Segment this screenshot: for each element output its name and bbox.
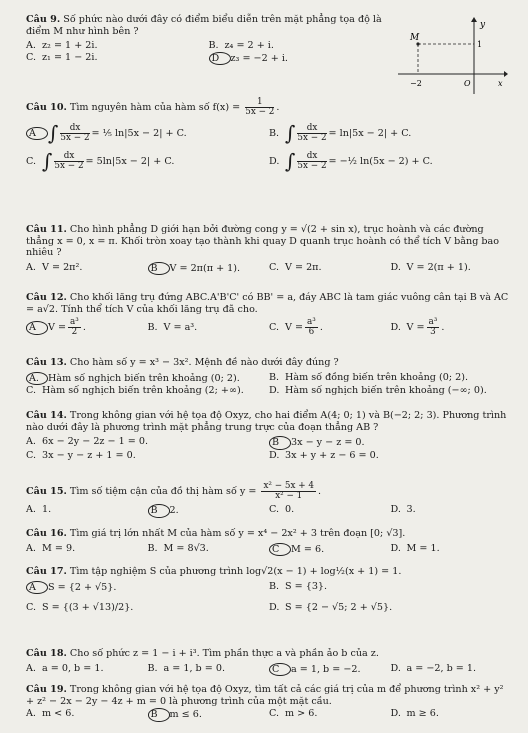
question-text: Cho số phức z = 1 − i + i³. Tìm phần thực a và phần ảo b của z. — [69, 648, 379, 659]
option-b[interactable] — [148, 322, 270, 334]
option-text: = 5ln|5x − 2| + C. — [85, 155, 175, 167]
denominator: 5x − 2 — [297, 160, 327, 171]
question-number: Câu 12. — [26, 292, 67, 303]
option-c[interactable] — [26, 602, 269, 614]
option-end: . — [319, 322, 323, 334]
question-number: Câu 9. — [26, 14, 61, 25]
option-d[interactable] — [391, 262, 513, 276]
option-b[interactable] — [269, 581, 512, 595]
question-number: Câu 14. — [26, 410, 67, 421]
option-label: A. — [26, 542, 36, 554]
y-axis-arrow — [471, 17, 477, 22]
question-12-stem — [26, 292, 512, 315]
integrand — [54, 152, 83, 171]
answer-options — [26, 318, 512, 337]
option-label: D. — [390, 542, 401, 554]
option-b[interactable] — [269, 121, 512, 146]
numerator: 1 — [245, 98, 274, 108]
option-label: A. — [26, 261, 36, 273]
tick-label-1: 1 — [477, 40, 483, 49]
option-c[interactable] — [269, 543, 391, 557]
option-text: M = 1. — [406, 542, 440, 554]
question-number: Câu 16. — [26, 528, 67, 539]
y-label: y — [480, 20, 486, 30]
m-label: M — [410, 33, 420, 43]
option-c[interactable] — [269, 708, 391, 722]
option-b[interactable] — [148, 663, 270, 677]
option-text: S = {3}. — [285, 580, 328, 592]
option-label: B. — [269, 127, 280, 139]
question-9-stem — [26, 14, 391, 37]
question-text: Cho hình phẳng D giới hạn bởi đường cong y = √(2 + sin x), trục hoành và các đường thẳng x = 0, x = π. Khối tròn xoay tạo thành khi quay D quanh trục hoành có thể tích V bằng bao nhiêu ? — [26, 224, 500, 258]
option-a[interactable] — [26, 121, 269, 146]
option-text: S = {2 + √5}. — [48, 581, 117, 593]
integral-sign: ∫ — [285, 121, 296, 146]
option-label: D. — [390, 662, 401, 674]
option-label-circled: D — [209, 52, 231, 66]
option-end: . — [82, 322, 86, 334]
question-11 — [26, 224, 512, 275]
option-text: z₃ = −2 + i. — [230, 52, 288, 64]
origin-label: O — [464, 79, 471, 88]
option-text: 1. — [42, 504, 52, 516]
tick-label-minus-2: −2 — [410, 79, 422, 88]
option-label: D. — [269, 385, 280, 396]
option-label: B. — [269, 371, 280, 383]
option-text: = −½ ln(5x − 2) + C. — [328, 155, 433, 167]
numerator: x² − 5x + 4 — [263, 481, 315, 491]
option-b[interactable] — [269, 372, 512, 386]
x-label: x — [498, 79, 503, 88]
option-label: B. — [269, 580, 280, 592]
option-text: a = 1, b = −2. — [291, 663, 361, 675]
denominator: 5x − 2 — [54, 160, 84, 171]
option-text: V = — [48, 322, 67, 334]
integral-sign: ∫ — [285, 149, 296, 174]
option-label: B. — [147, 662, 158, 674]
option-a[interactable] — [26, 504, 148, 518]
question-text: Tìm nguyên hàm của hàm số f(x) = — [69, 102, 241, 114]
option-d[interactable] — [391, 663, 513, 677]
option-c[interactable] — [26, 149, 269, 174]
option-b[interactable] — [148, 262, 270, 276]
answer-options — [26, 40, 391, 65]
function-fraction — [261, 482, 316, 501]
integral-sign: ∫ — [48, 121, 59, 146]
question-number: Câu 11. — [26, 224, 67, 235]
denominator: 5x − 2 — [245, 107, 275, 118]
option-text: a = 0, b = 1. — [42, 662, 104, 674]
option-label: B. — [208, 40, 219, 51]
option-d[interactable] — [269, 450, 512, 462]
option-fraction — [427, 318, 440, 337]
option-label: C. — [26, 51, 37, 63]
option-fraction — [68, 318, 81, 337]
answer-options — [26, 121, 512, 146]
option-text: Hàm số nghịch biến trên khoảng (−∞; 0). — [285, 385, 487, 396]
option-a[interactable] — [26, 436, 269, 450]
option-c[interactable] — [26, 385, 269, 397]
option-text: Hàm số nghịch biến trên khoảng (2; +∞). — [42, 385, 244, 396]
question-10 — [26, 97, 512, 174]
option-label: B. — [147, 542, 158, 554]
option-text: 3x − y − z + 1 = 0. — [42, 449, 136, 461]
option-label-circled: C — [269, 663, 291, 677]
option-a[interactable] — [26, 262, 148, 276]
denominator: 5x − 2 — [297, 132, 327, 143]
option-text: Hàm số nghịch biến trên khoảng (0; 2). — [48, 372, 240, 384]
option-label-circled: B — [269, 436, 291, 450]
option-text: V = 2π². — [42, 261, 83, 273]
option-label-circled: B — [148, 504, 170, 518]
option-text: M = 9. — [42, 542, 76, 554]
option-label: C. — [26, 155, 37, 167]
question-number: Câu 18. — [26, 648, 67, 659]
integrand — [297, 152, 326, 171]
option-label: C. — [269, 322, 280, 334]
option-c[interactable] — [269, 262, 391, 276]
option-b[interactable] — [269, 436, 512, 450]
option-label: A. — [26, 662, 36, 674]
option-text: S = {2 − √5; 2 + √5}. — [285, 602, 393, 613]
complex-plane-figure — [398, 16, 508, 94]
question-text: Tìm giá trị lớn nhất M của hàm số y = x⁴ − 2x² + 3 trên đoạn [0; √3]. — [69, 528, 406, 539]
option-c[interactable] — [269, 318, 391, 337]
option-label: C. — [269, 708, 280, 719]
answer-options — [26, 436, 512, 461]
question-17-stem — [26, 566, 512, 578]
option-d[interactable] — [269, 149, 512, 174]
option-label: A. — [26, 504, 36, 516]
option-text: 3. — [406, 504, 416, 516]
option-label: C. — [269, 261, 280, 273]
option-d[interactable] — [269, 602, 512, 614]
option-b[interactable] — [148, 543, 270, 557]
option-end: . — [441, 322, 445, 334]
question-text: Cho hàm số y = x³ − 3x². Mệnh đề nào dưới đây đúng ? — [69, 357, 339, 368]
option-fraction — [305, 318, 318, 337]
answer-options — [26, 543, 512, 557]
question-18 — [26, 648, 512, 676]
option-b[interactable] — [148, 708, 270, 722]
option-label-circled: B — [148, 262, 170, 276]
question-text: Tìm số tiệm cận của đồ thị hàm số y = — [69, 486, 257, 498]
question-number: Câu 10. — [26, 102, 67, 114]
answer-options — [26, 663, 512, 677]
integrand — [297, 124, 326, 143]
denominator: 2 — [71, 327, 78, 338]
question-15 — [26, 482, 512, 518]
answer-options — [26, 504, 512, 518]
option-label: D. — [390, 708, 401, 719]
option-label-circled: A — [26, 321, 48, 335]
question-18-stem — [26, 648, 512, 660]
option-text: = ⅕ ln|5x − 2| + C. — [91, 127, 187, 139]
option-d[interactable] — [391, 543, 513, 557]
option-c[interactable] — [269, 504, 391, 518]
question-number: Câu 15. — [26, 486, 67, 498]
option-d[interactable] — [391, 318, 513, 337]
option-c[interactable] — [269, 663, 391, 677]
option-c[interactable] — [26, 52, 209, 66]
numerator: dx — [54, 152, 83, 162]
question-14 — [26, 410, 512, 461]
option-text: a = −2, b = 1. — [406, 662, 477, 674]
option-label-circled: A — [26, 581, 48, 595]
numerator: dx — [297, 124, 326, 134]
option-b[interactable] — [148, 504, 270, 518]
question-13-stem — [26, 357, 512, 369]
option-label: A. — [26, 40, 36, 51]
option-text: 3x − y − z = 0. — [291, 437, 365, 448]
option-label: C. — [26, 449, 37, 461]
question-number: Câu 13. — [26, 357, 67, 368]
denominator: x² − 1 — [275, 491, 303, 502]
option-label: A. — [26, 436, 36, 447]
option-text: = ln|5x − 2| + C. — [328, 127, 412, 139]
option-label: D. — [269, 602, 280, 613]
option-text: m > 6. — [285, 708, 318, 719]
answer-options — [26, 149, 512, 174]
numerator: a³ — [307, 317, 316, 327]
question-number: Câu 17. — [26, 566, 67, 577]
option-text: m < 6. — [42, 708, 75, 719]
option-label: A. — [26, 708, 36, 719]
question-9 — [26, 14, 391, 65]
denominator: 5x − 2 — [60, 132, 90, 143]
numerator: dx — [297, 152, 326, 162]
answer-options — [26, 708, 512, 722]
question-number: Câu 19. — [26, 684, 67, 695]
question-16 — [26, 528, 512, 556]
option-label-circled: B — [148, 708, 170, 722]
question-text: Trong không gian với hệ tọa độ Oxyz, cho hai điểm A(4; 0; 1) và B(−2; 2; 3). Phương trình nào dưới đây là phương trình mặt phẳng trung trực của đoạn thẳng AB ? — [26, 410, 507, 433]
option-label: C. — [26, 602, 37, 613]
option-d[interactable] — [391, 504, 513, 518]
option-a[interactable] — [26, 581, 269, 595]
question-15-stem: Câu 15. Tìm số tiệm cận của đồ thị hàm số y = $\frac{\text{x² − 5x + 4}}{\text{x² − 1}}$ . — [26, 481, 322, 502]
option-text: Hàm số đồng biến trên khoảng (0; 2). — [285, 371, 469, 383]
option-b[interactable] — [209, 40, 392, 52]
question-text: Tìm tập nghiệm S của phương trình log√2(x − 1) + log½(x + 1) = 1. — [69, 566, 402, 577]
option-label: B. — [147, 321, 158, 333]
option-label: D. — [269, 155, 280, 167]
option-d[interactable] — [391, 708, 513, 722]
integrand — [60, 124, 89, 143]
option-label: D. — [390, 261, 401, 273]
numerator: a³ — [428, 317, 438, 327]
option-a[interactable] — [26, 40, 209, 52]
option-text: z₄ = 2 + i. — [224, 40, 274, 51]
question-17 — [26, 566, 512, 614]
option-text: a = 1, b = 0. — [163, 662, 225, 674]
question-16-stem — [26, 528, 512, 540]
option-d[interactable] — [209, 52, 392, 66]
option-text: V = 2π. — [285, 261, 322, 273]
question-19-stem — [26, 684, 512, 707]
option-label: C. — [269, 504, 280, 516]
option-text: M = 8√3. — [163, 542, 209, 554]
answer-options — [26, 262, 512, 276]
option-label-circled: A. — [26, 372, 48, 386]
numerator: a³ — [70, 317, 79, 327]
option-a[interactable] — [26, 663, 148, 677]
option-text: 2. — [169, 505, 179, 517]
option-text: z₂ = 1 + 2i. — [42, 40, 98, 51]
answer-options — [26, 372, 512, 397]
option-c[interactable] — [26, 450, 269, 462]
option-text: V = — [406, 322, 425, 334]
denominator: 3 — [430, 327, 436, 338]
option-label-circled: C — [269, 543, 291, 557]
answer-options — [26, 581, 512, 614]
option-label: C. — [26, 385, 37, 396]
question-11-stem — [26, 224, 512, 259]
question-text: Trong không gian với hệ tọa độ Oxyz, tìm tất cả các giá trị của m để phương trình x² + y² + z² − 2x − 2y − 4z + m = 0 là phương trình của một mặt cầu. — [26, 684, 504, 707]
option-text: M = 6. — [291, 543, 325, 555]
x-axis-arrow — [504, 71, 508, 77]
question-19 — [26, 684, 512, 722]
numerator: dx — [60, 124, 89, 134]
option-text: m ≤ 6. — [169, 709, 202, 720]
denominator: 6 — [308, 327, 315, 338]
option-d[interactable] — [269, 385, 512, 397]
option-text: 6x − 2y − 2z − 1 = 0. — [42, 436, 149, 447]
option-text: m ≥ 6. — [406, 708, 439, 719]
option-text: 0. — [285, 504, 295, 516]
question-10-stem: Câu 10. Tìm nguyên hàm của hàm số f(x) = $\frac{1}{5x - 2}$ . — [26, 97, 280, 118]
question-text: Số phức nào dưới đây có điểm biểu diễn trên mặt phẳng tọa độ là điểm M như hình bên ? — [26, 14, 382, 37]
function-fraction — [245, 98, 274, 117]
option-label: D. — [269, 449, 280, 461]
option-label: D. — [390, 504, 401, 516]
option-text: V = — [285, 322, 304, 334]
option-a[interactable] — [26, 543, 148, 557]
question-12 — [26, 292, 512, 337]
option-text: 3x + y + z − 6 = 0. — [285, 449, 379, 461]
option-text: V = 2π(π + 1). — [169, 262, 241, 274]
option-a[interactable] — [26, 708, 148, 722]
question-text: Cho khối lăng trụ đứng ABC.A'B'C' có BB' = a, đáy ABC là tam giác vuông cân tại B và AC = a√2. Tính thể tích V của khối lăng trụ đã cho. — [26, 292, 509, 315]
option-a[interactable] — [26, 318, 148, 337]
question-13 — [26, 357, 512, 397]
integral-sign: ∫ — [42, 149, 53, 174]
option-text: V = 2(π + 1). — [406, 261, 471, 273]
option-label: D. — [390, 322, 401, 334]
option-text: z₁ = 1 − 2i. — [42, 51, 98, 63]
option-a[interactable] — [26, 372, 269, 386]
option-label-circled: A — [26, 127, 48, 141]
option-text: S = {(3 + √13)/2}. — [42, 602, 134, 613]
question-14-stem — [26, 410, 512, 433]
option-text: V = a³. — [163, 321, 198, 333]
